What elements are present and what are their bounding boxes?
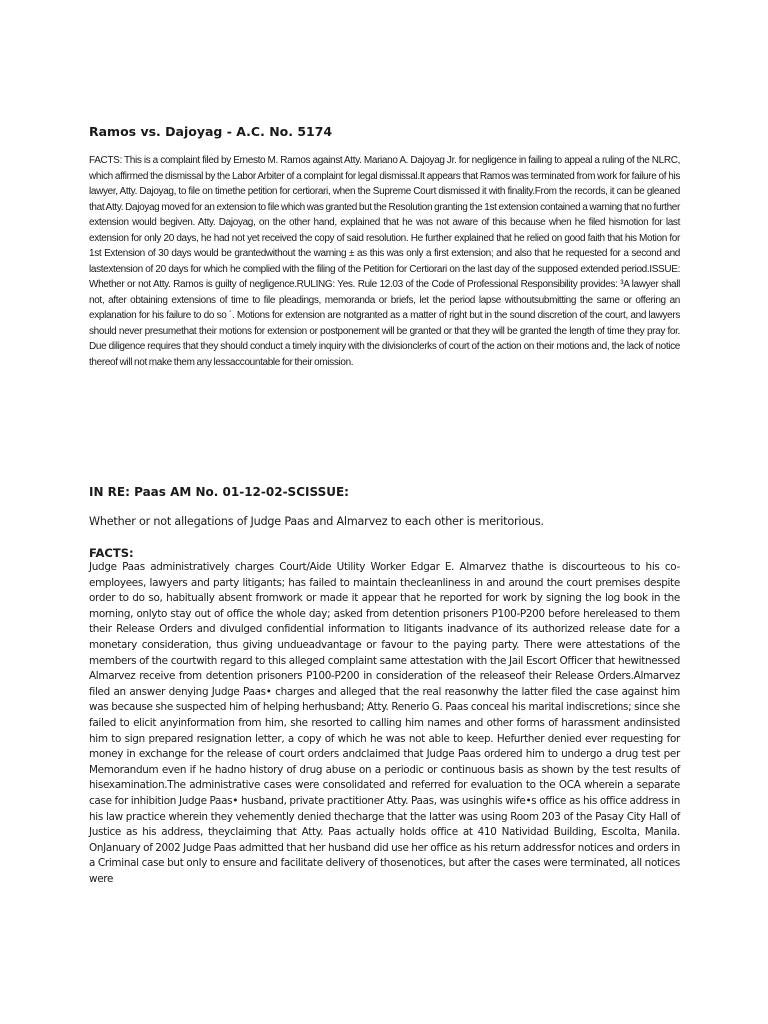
- case-title-paas: IN RE: Paas AM No. 01-12-02-SCISSUE:: [89, 485, 349, 499]
- issue-question: Whether or not allegations of Judge Paas and Almarvez to each other is meritorious.: [89, 515, 544, 528]
- case-body-ramos: FACTS: This is a complaint filed by Ernesto M. Ramos against Atty. Mariano A. Dajoyag Jr. for negligence in failing to appeal a ruling of the NLRC, which affirmed the dismissal by the Labor Arbiter of a complaint for legal dismissal.It appears that Ramos was terminated from work for failure of his lawyer, Atty. Dajoyag, to file on timethe petition for certiorari, when the Supreme Court dismissed it with finality.From the records, it can be gleaned that Atty. Dajoyag moved for an extension to file which was granted but the Resolution granting the 1st extension contained a warning that no further extension would begiven. Atty. Dajoyag, on the other hand, explained that he was not aware of this because when he filed hismotion for last extension for only 20 days, he had not yet received the copy of said resolution. He further explained that he relied on good faith that his Motion for 1st Extension of 30 days would be grantedwithout the warning ± as this was only a first extension; and also that he requested for a second and lastextension of 20 days for which he complied with the filing of the Petition for Certiorari on the last day of the supposed extended period.ISSUE: Whether or not Atty. Ramos is guilty of negligence.RULING: Yes. Rule 12.03 of the Code of Professional Responsibility provides: ³A lawyer shall not, after obtaining extensions of time to file pleadings, memoranda or briefs, let the period lapse withoutsubmitting the same or offering an explanation for his failure to do so ´. Motions for extension are notgranted as a matter of right but in the sound discretion of the court, and lawyers should never presumethat their motions for extension or postponement will be granted or that they will be granted the length of time they pray for. Due diligence requires that they should conduct a timely inquiry with the divisionclerks of court of the action on their motions and, the lack of notice thereof will not make them any lessaccountable for their omission.: [89, 155, 680, 368]
- case-body-paas: Judge Paas administratively charges Court/Aide Utility Worker Edgar E. Almarvez thathe is discourteous to his co-employees, lawyers and party litigants; has failed to maintain thecleanliness in and around the court premises despite order to do so, habitually absent fromwork or made it appear that he reported for work by signing the log book in the morning, onlyto stay out of office the whole day; asked from detention prisoners P100-P200 before hereleased to them their Release Orders and divulged confidential information to litigants inadvance of its authorized release date for a monetary consideration, thus giving undueadvantage or favour to the paying party. There were attestations of the members of the courtwith regard to this alleged complaint same attestation with the Jail Escort Officer that hewitnessed Almarvez receive from detention prisoners P100-P200 in consideration of the releaseof their Release Orders.Almarvez filed an answer denying Judge Paas• charges and alleged that the real reasonwhy the latter filed the case against him was because she suspected him of helping herhusband; Atty. Renerio G. Paas conceal his marital indiscretions; since she failed to elicit anyinformation from him, she resorted to calling him names and other forms of harassment andinsisted him to sign prepared resignation letter, a copy of which he was not able to keep. Hefurther denied ever requesting for money in exchange for the release of court orders andclaimed that Judge Paas ordered him to undergo a drug test per Memorandum even if he hadno history of drug abuse on a periodic or continuous basis as shown by the test results of hisexamination.The administrative cases were consolidated and referred for evaluation to the OCA wherein a separate case for inhibition Judge Paas• husband, private practitioner Atty. Paas, was usinghis wife•s office as his office address in his law practice wherein they vehemently denied thecharge that the latter was using Room 203 of the Pasay City Hall of Justice as his address, theyclaiming that Atty. Paas actually holds office at 410 Natividad Building, Escolta, Manila. OnJanuary of 2002 Judge Paas admitted that her husband did use her office as his return addressfor notices and orders in a Criminal case but only to ensure and facilitate delivery of thosenotices, but after the cases were terminated, all notices were: [89, 561, 680, 885]
- case-title-ramos: Ramos vs. Dajoyag - A.C. No. 5174: [89, 124, 333, 139]
- facts-heading: FACTS:: [89, 546, 134, 560]
